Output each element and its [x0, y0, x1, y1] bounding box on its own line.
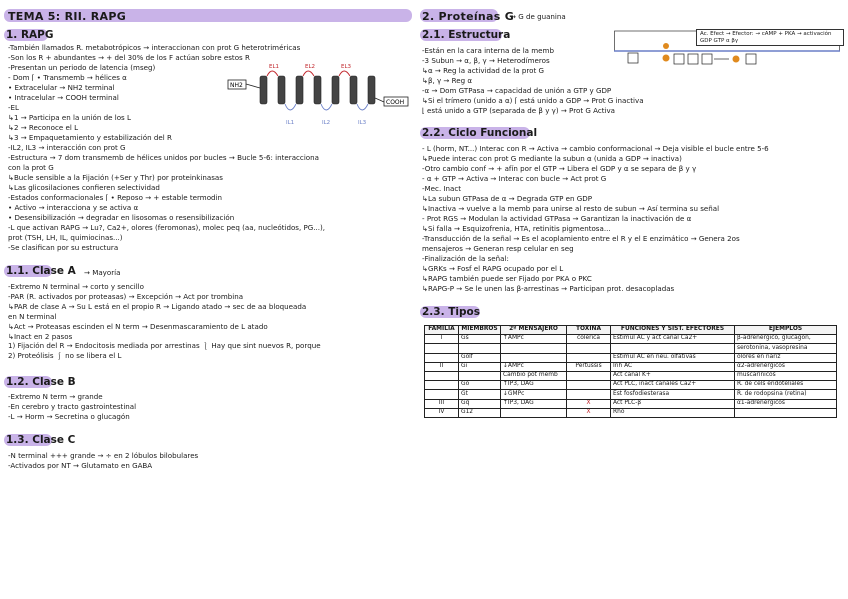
tipos-header-row: [425, 326, 837, 335]
text-line: ↳1 → Participa en la unión de los L: [8, 113, 131, 122]
table-cell: [425, 371, 459, 380]
flow-text-2: GDP GTP α βγ: [700, 37, 739, 44]
table-cell: [567, 390, 611, 399]
table-cell: Estimul AC en neu. olfativas: [611, 353, 735, 362]
table-cell: Pertussis: [567, 362, 611, 371]
table-cell: Cambio pot memb: [501, 371, 567, 380]
header-cell: FUNCIONES Y SIST. EFECTORES: [611, 326, 735, 335]
table-cell: Go: [459, 381, 501, 390]
text-line: -N terminal +++ grande → ÷ en 2 lóbulos bilobulares: [8, 451, 199, 460]
text-line: -Transducción de la señal → Es el acoplamiento entre el R y el E enzimático → Genera 2os: [422, 234, 740, 243]
text-line: - Prot RGS → Modulan la actividad GTPasa → Garantizan la inactivación de α: [422, 214, 692, 223]
table-cell: Est fosfodiesterasa: [611, 390, 735, 399]
table-cell: olores en nariz: [735, 353, 837, 362]
text-line: ↳2 → Reconoce el L: [8, 123, 79, 132]
cooh-label: COOH: [386, 99, 405, 106]
g-box-2: [688, 54, 698, 64]
table-cell: [459, 344, 501, 353]
text-line: -En cerebro y tracto gastrointestinal: [8, 401, 137, 411]
text-line: - α + GTP → Activa → Interac con bucle → Act prot G: [422, 174, 607, 183]
flow-caption: [696, 29, 844, 46]
table-cell: Gs: [459, 335, 501, 344]
effector-box: [746, 54, 756, 64]
table-cell: ↑IP3, DAG: [501, 381, 567, 390]
table-cell: muscarínicos: [735, 371, 837, 380]
table-cell: ↓AMPc: [501, 362, 567, 371]
text-line: -Presentan un periodo de latencia (mseg): [8, 63, 156, 72]
table-cell: Golf: [459, 353, 501, 362]
text-line: -Finalización de la señal:: [422, 254, 509, 263]
table-cell: [567, 353, 611, 362]
table-cell: [425, 381, 459, 390]
table-cell: ↓GMPc: [501, 390, 567, 399]
text-line: 1) Fijación del R → Endocitosis mediada por arrestinas ⎱ Hay que sint nuevos R, porque: [8, 341, 321, 351]
text-line: ↳α → Reg la actividad de la prot G: [422, 66, 544, 75]
table-cell: Act PLC, inact canales Ca2+: [611, 381, 735, 390]
table-row: [425, 399, 837, 408]
table-cell: [611, 344, 735, 353]
text-line: -Estructura → 7 dom transmemb de hélices unidos por bucles → Bucle 5-6: interacciona: [8, 153, 319, 162]
table-cell: ↑AMPc: [501, 335, 567, 344]
table-cell: serotonina, vasopresina: [735, 344, 837, 353]
text-line: ⌊ está unido a GTP (separada de β y γ) → Prot G Activa: [422, 106, 616, 115]
table-cell: Estimul AC y act canal Ca2+: [611, 335, 735, 344]
text-line: ↳Si falla → Esquizofrenia, HTA, retinitis pigmentosa...: [422, 224, 611, 233]
text-line: -Se clasifican por su estructura: [8, 243, 119, 252]
table-cell: Inh AC: [611, 362, 735, 371]
text-line: ↳Act → Proteasas escinden el N term → Desenmascaramiento de L atado: [8, 321, 268, 331]
flow-text: Ac. Efect → Efector: → cAMP + PKA → activación: [700, 31, 832, 37]
table-row: [425, 371, 837, 380]
text-line: ↳RAPG-P → Se le unen las β-arrestinas → Participan prot. desacopladas: [422, 284, 675, 293]
table-cell: Rho: [611, 408, 735, 417]
text-line: ↳β, γ → Reg α: [422, 76, 473, 85]
table-cell: Act PLC-β: [611, 399, 735, 408]
helices: [260, 76, 375, 104]
nh2-tail: [246, 84, 260, 88]
text-line: -EL: [8, 103, 19, 112]
table-row: [425, 390, 837, 399]
text-line: ↳Las glicosilaciones confieren selectividad: [8, 183, 160, 192]
table-cell: Act canal K+: [611, 371, 735, 380]
text-line: -Extremo N terminal → corto y sencillo: [8, 282, 144, 291]
text-line: • Desensibilización → degradar en lisosomas o resensibilización: [8, 213, 235, 222]
table-cell: R. de rodopsina (retina): [735, 390, 837, 399]
table-cell: α2-adrenérgicos: [735, 362, 837, 371]
il2-label: IL2: [322, 120, 331, 126]
text-line: ↳GRKs → Fosf el RAPG ocupado por el L: [422, 264, 564, 273]
header-cell: FAMILIA: [425, 326, 459, 335]
text-line: -Otro cambio conf → + afín por el GTP → Libera el GDP y α se separa de β y γ: [422, 164, 697, 173]
g-box-3: [702, 54, 712, 64]
table-cell: α1-adrenérgicos: [735, 399, 837, 408]
text-line: con la prot G: [8, 163, 54, 172]
header-cell: 2º MENSAJERO: [501, 326, 567, 335]
text-line: -3 Subun → α, β, γ → Heterodímeros: [422, 56, 550, 65]
text-line: ↳3 → Empaquetamiento y estabilización del R: [8, 133, 172, 142]
heading-estructura: 2.1. Estructura: [422, 29, 511, 41]
extracellular-loops: [267, 71, 350, 76]
table-row: [425, 362, 837, 371]
table-cell: [425, 344, 459, 353]
intracellular-loops: [285, 104, 368, 110]
g-box-1: [674, 54, 684, 64]
text-line: - Dom ⌈ • Transmemb → hélices α: [8, 73, 127, 82]
table-cell: [501, 408, 567, 417]
receptor-diagram: [224, 62, 414, 126]
text-line: -L que activan RAPG → Lu?, Ca2+, olores (feromonas), molec peq (aa, nucleótidos, PG...),: [8, 223, 326, 232]
table-cell: Gt: [459, 390, 501, 399]
receptor-box: [628, 53, 638, 63]
text-line: -PAR (R. activados por proteasas) → Excepción → Act por trombina: [8, 291, 244, 301]
table-cell: [501, 344, 567, 353]
text-line: -Mec. Inact: [422, 184, 462, 193]
heading-rapg: 1. RAPG: [6, 29, 54, 41]
text-line: ↳La subun GTPasa de α → Degrada GTP en GDP: [422, 194, 593, 203]
text-line: ↳Puede interac con prot G mediante la subun α (unida a GDP → inactiva): [422, 154, 682, 163]
text-line: 2) Proteólisis ⎰ no se libera el L: [8, 351, 122, 361]
table-row: [425, 353, 837, 362]
table-cell: X: [567, 399, 611, 408]
table-row: [425, 381, 837, 390]
proteinas-g-title: 2. Proteínas G: [422, 10, 515, 23]
table-cell: IV: [425, 408, 459, 417]
table-cell: [425, 353, 459, 362]
text-line: -L → Horm → Secretina o glucagón: [8, 411, 130, 421]
text-line: -También llamados R. metabotrópicos → interaccionan con prot G heterotriméricas: [8, 43, 301, 52]
table-cell: [425, 390, 459, 399]
table-row: [425, 335, 837, 344]
heading-tipos: 2.3. Tipos: [422, 306, 480, 318]
text-line: • Activo → interacciona y se activa α: [8, 203, 139, 212]
table-cell: II: [425, 362, 459, 371]
text-line: -IL2, IL3 → interacción con prot G: [8, 143, 126, 152]
table-cell: [567, 371, 611, 380]
heading-clase-c: 1.3. Clase C: [6, 434, 76, 446]
text-line: ↳Inactiva → vuelve a la memb para unirse al resto de subun → Así termina su señal: [422, 204, 720, 213]
page-title: TEMA 5: RII. RAPG: [8, 10, 127, 23]
text-line: - L (horm, NT...) Interac con R → Activa → cambio conformacional → Deja visible el bucle entre 5-6: [422, 144, 769, 153]
table-cell: R. de cels endoteliales: [735, 381, 837, 390]
table-cell: Gq: [459, 399, 501, 408]
tipos-body: [425, 335, 837, 418]
text-line: ↳Si el trímero (unido a α) ⌈ está unido a GDP → Prot G inactiva: [422, 96, 644, 105]
table-cell: Gi: [459, 362, 501, 371]
table-cell: G12: [459, 408, 501, 417]
el2-label: EL2: [305, 64, 316, 70]
text-line: • Intracelular → COOH terminal: [8, 93, 119, 102]
text-line: -α → Dom GTPasa → capacidad de unión a GTP y GDP: [422, 86, 612, 95]
tipos-table: [424, 325, 837, 418]
table-cell: [567, 344, 611, 353]
text-line: mensajeros → Generan resp celular en seg: [422, 244, 574, 253]
table-row: [425, 344, 837, 353]
header-cell: TOXINA: [567, 326, 611, 335]
table-cell: I: [425, 335, 459, 344]
cooh-tail: [375, 98, 384, 102]
heading-ciclo: 2.2. Ciclo Funcional: [422, 127, 538, 139]
il3-label: IL3: [358, 120, 367, 126]
el3-label: EL3: [341, 64, 352, 70]
text-line: -Estados conformacionales ⌈ • Reposo → + estable termodin: [8, 193, 223, 202]
proteinas-g-note: → G de guanina: [510, 12, 566, 21]
table-cell: [735, 408, 837, 417]
table-cell: [501, 353, 567, 362]
heading-clase-a: 1.1. Clase A: [6, 265, 76, 277]
text-line: ↳PAR de clase A → Su L está en el propio R → Ligando atado → sec de aa bloqueada: [8, 301, 307, 311]
text-line: -Están en la cara interna de la memb: [422, 46, 554, 55]
table-cell: ↑IP3, DAG: [501, 399, 567, 408]
text-line: ↳RAPG también puede ser Fijado por PKA o PKC: [422, 274, 592, 283]
text-line: ↳Bucle sensible a la Fijación (+Ser y Thr) por proteinkinasas: [8, 173, 223, 182]
text-line: -Activados por NT → Glutamato en GABA: [8, 461, 153, 471]
clase-a-note: → Mayoría: [84, 268, 121, 277]
table-cell: [459, 371, 501, 380]
ligand-dot: [663, 43, 669, 49]
table-cell: X: [567, 408, 611, 417]
table-row: [425, 408, 837, 417]
header-cell: EJEMPLOS: [735, 326, 837, 335]
text-line: -Extremo N term → grande: [8, 392, 103, 401]
effector-dot: [733, 56, 740, 63]
nh2-label: NH2: [230, 82, 243, 89]
table-cell: colérica: [567, 335, 611, 344]
table-cell: III: [425, 399, 459, 408]
heading-clase-b: 1.2. Clase B: [6, 376, 76, 388]
header-cell: MIEMBROS: [459, 326, 501, 335]
text-line: ↳Inact en 2 pasos: [8, 331, 73, 341]
el1-label: EL1: [269, 64, 280, 70]
text-line: • Extracelular → NH2 terminal: [8, 83, 115, 92]
il1-label: IL1: [286, 120, 295, 126]
table-cell: β-adrenérgico, glucagón,: [735, 335, 837, 344]
text-line: prot (TSH, LH, IL, quimiocinas...): [8, 233, 123, 242]
text-line: -Son los R + abundantes → + del 30% de los F actúan sobre estos R: [8, 53, 250, 62]
table-cell: [567, 381, 611, 390]
g-alpha-dot: [663, 55, 670, 62]
text-line: en N terminal: [8, 311, 57, 321]
